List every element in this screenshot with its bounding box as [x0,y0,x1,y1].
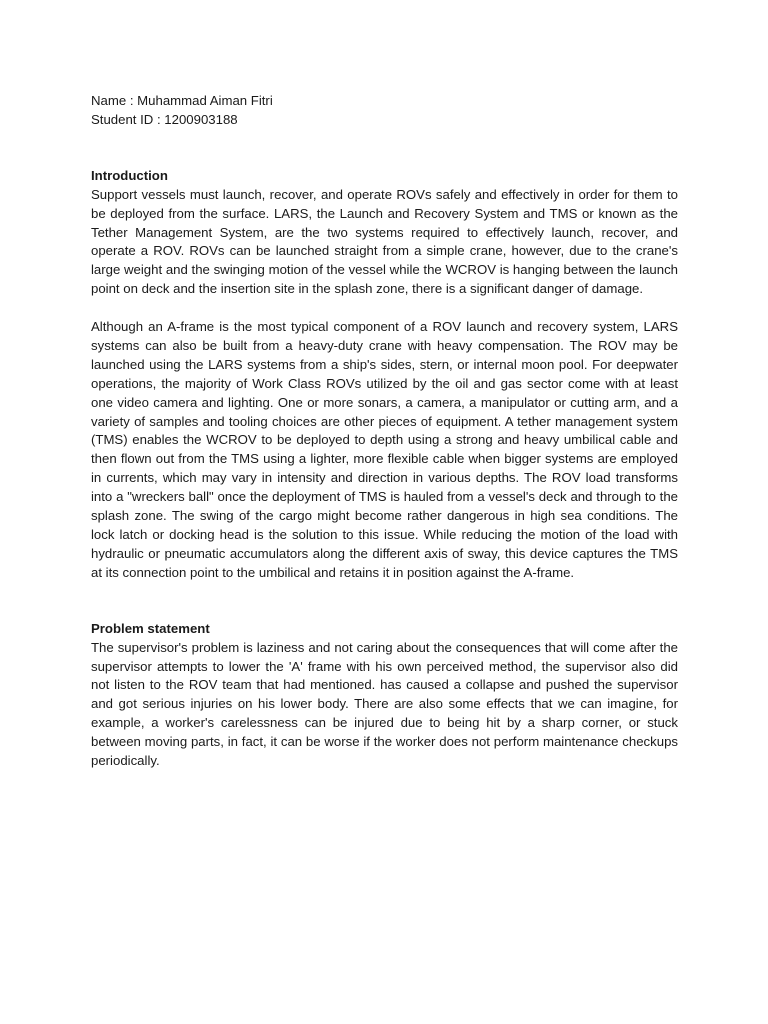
introduction-heading: Introduction [91,167,168,183]
student-id: Student ID : 1200903188 [91,111,238,127]
spacer [91,583,678,620]
document-page [91,92,678,771]
introduction-paragraph-1: Support vessels must launch, recover, and operate ROVs safely and effectively in order for them to be deployed from the surface. LARS, the Launch and Recovery System and TMS or known as the Tether Management System, are the two systems required to effectively launch, recover, and operate a ROV. ROVs can be launched straight from a simple crane, however, due to the crane's large weight and the swinging motion of the vessel while the WCROV is hanging between the launch point on deck and the insertion site in the splash zone, there is a significant danger of damage. [91,186,678,297]
introduction-paragraph-2: Although an A-frame is the most typical component of a ROV launch and recovery system, LARS systems can also be built from a heavy-duty crane with heavy compensation. The ROV may be launched using the LARS systems from a ship's sides, stern, or internal moon pool. For deepwater operations, the majority of Work Class ROVs utilized by the oil and gas sector come with at least one video camera and lighting. One or more sonars, a camera, a manipulator or cutting arm, and a variety of samples and tooling choices are other pieces of equipment. A tether management system (TMS) enables the WCROV to be deployed to depth using a strong and heavy umbilical cable and then flown out from the TMS using a lighter, more flexible cable when bigger systems are employed in currents, which may vary in intensity and direction in various depths. The ROV load transforms into a "wreckers ball" once the deployment of TMS is hauled from a vessel's deck and through to the splash zone. The swing of the cargo might become rather dangerous in high sea conditions. The lock latch or docking head is the solution to this issue. While reducing the motion of the load with hydraulic or pneumatic accumulators along the different axis of sway, this device captures the TMS at its connection point to the umbilical and retains it in position against the A-frame. [91,319,678,580]
spacer [91,130,678,167]
spacer [91,299,678,318]
student-name: Name : Muhammad Aiman Fitri [91,93,273,108]
problem-statement-heading: Problem statement [91,620,210,636]
problem-statement-paragraph: The supervisor's problem is laziness and not caring about the consequences that will come after the supervisor attempts to lower the 'A' frame with his own perceived method, the supervisor also did not listen to the ROV team that had mentioned. has caused a collapse and pushed the supervisor and got serious injuries on his lower body. There are also some effects that we can imagine, for example, a worker's carelessness can be injured due to being hit by a sharp corner, or stuck between moving parts, in fact, it can be worse if the worker does not perform maintenance checkups periodically. [91,639,678,769]
